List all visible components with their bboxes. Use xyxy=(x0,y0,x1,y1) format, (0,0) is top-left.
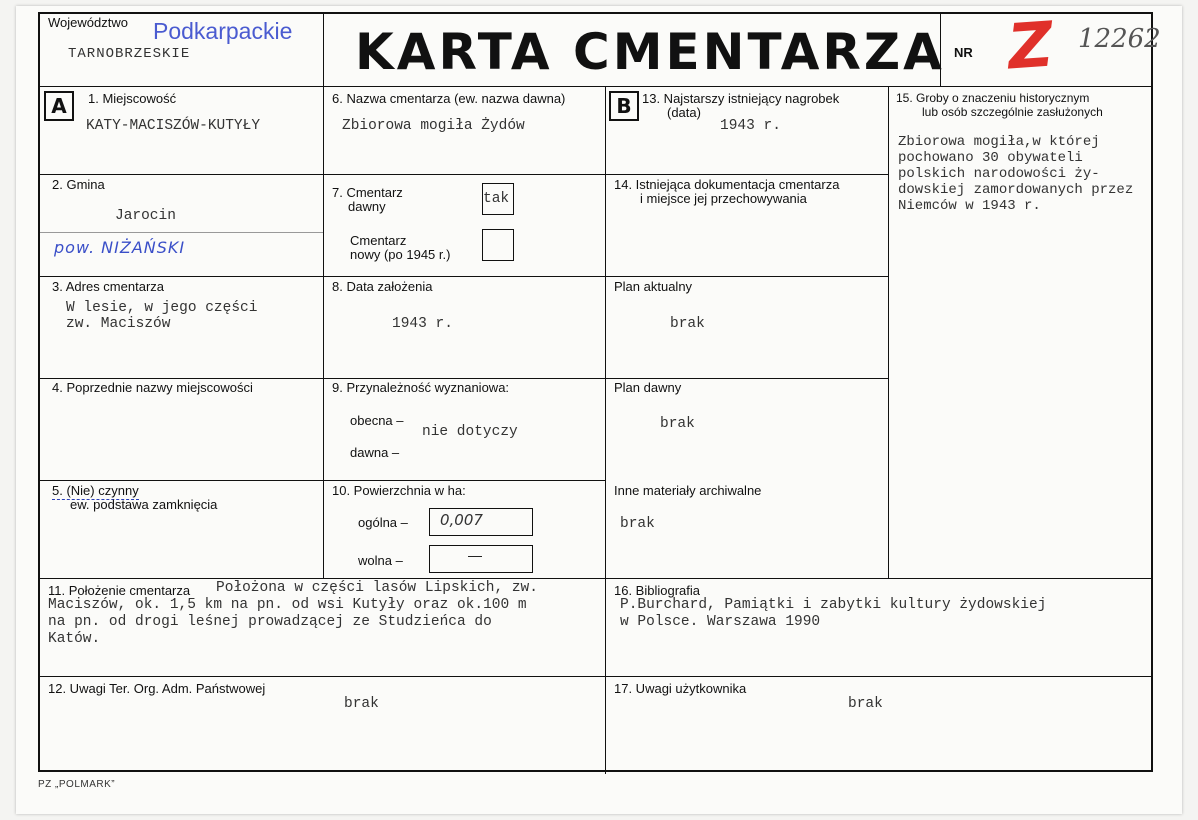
field-15-value-line-5: Niemców w 1943 r. xyxy=(898,198,1041,214)
wojewodztwo-label: Województwo xyxy=(48,15,128,30)
section-b-badge: B xyxy=(609,91,639,121)
field-7-label-new-2: nowy (po 1945 r.) xyxy=(350,247,451,262)
field-13-value: 1943 r. xyxy=(720,118,781,134)
field-5-label-1-text: 5. (Nie) czynny xyxy=(52,483,139,498)
row-line-bottom xyxy=(40,676,1151,677)
plan-current-value: brak xyxy=(670,316,705,332)
row-line-b1 xyxy=(605,174,888,175)
plan-old-label: Plan dawny xyxy=(614,380,682,395)
nr-letter: Z xyxy=(1005,7,1056,84)
field-16-label: 16. Bibliografia xyxy=(614,583,700,598)
col-divider-3 xyxy=(888,86,889,578)
row-line-a2 xyxy=(40,276,888,277)
field-11-label: 11. Położenie cmentarza xyxy=(48,583,191,598)
field-15-value-line-3: polskich narodowości ży- xyxy=(898,166,1100,182)
section-a-badge: A xyxy=(44,91,74,121)
field-11-value-line-4: Katów. xyxy=(48,631,101,647)
col-divider-1 xyxy=(323,86,324,578)
field-7-old-value: tak xyxy=(483,191,510,207)
field-10-free-value: — xyxy=(468,547,482,563)
field-10-label: 10. Powierzchnia w ha: xyxy=(332,483,466,498)
printer-footer: PZ „POLMARK” xyxy=(38,779,116,790)
nr-label: NR xyxy=(954,45,973,60)
field-4-label: 4. Poprzednie nazwy miejscowości xyxy=(52,380,253,395)
field-10-total-label: ogólna – xyxy=(358,515,408,530)
field-8-label: 8. Data założenia xyxy=(332,279,433,294)
gmina-underline xyxy=(40,232,323,233)
row-line-a3 xyxy=(40,378,888,379)
nr-number: 12262 xyxy=(1078,24,1161,54)
header-col-1 xyxy=(323,14,324,86)
field-13-label-1: 13. Najstarszy istniejący nagrobek xyxy=(642,91,840,106)
field-17-value: brak xyxy=(848,696,883,712)
plan-current-label: Plan aktualny xyxy=(614,279,693,294)
field-9-value: nie dotyczy xyxy=(422,424,518,440)
field-3-label: 3. Adres cmentarza xyxy=(52,279,164,294)
field-11-value-line-2: Maciszów, ok. 1,5 km na pn. od wsi Kutyły oraz ok.100 m xyxy=(48,597,527,613)
field-13-label-2: (data) xyxy=(667,105,701,120)
field-3-value-line-2: zw. Maciszów xyxy=(66,316,171,332)
field-7-label-old-2: dawny xyxy=(348,199,386,214)
field-7-label-old-1: 7. Cmentarz xyxy=(332,185,403,200)
field-10-total-value: 0,007 xyxy=(440,511,483,529)
field-14-label-1: 14. Istniejąca dokumentacja cmentarza xyxy=(614,177,840,192)
field-17-label: 17. Uwagi użytkownika xyxy=(614,681,747,696)
field-15-value-line-1: Zbiorowa mogiła,w której xyxy=(898,134,1100,150)
other-materials-label: Inne materiały archiwalne xyxy=(614,483,762,498)
field-5-label-1 xyxy=(52,484,139,498)
field-12-label: 12. Uwagi Ter. Org. Adm. Państwowej xyxy=(48,681,266,696)
field-15-value-line-4: dowskiej zamordowanych przez xyxy=(898,182,1134,198)
row-line-main xyxy=(40,578,1151,579)
field-2-handwritten: pow. NIŻAŃSKI xyxy=(54,238,186,257)
field-2-label: 2. Gmina xyxy=(52,177,105,192)
field-10-free-label: wolna – xyxy=(358,553,403,568)
field-16-value-line-1: P.Burchard, Pamiątki i zabytki kultury żydowskiej xyxy=(620,597,1047,613)
field-1-label: 1. Miejscowość xyxy=(88,91,177,106)
field-3-value-line-1: W lesie, w jego części xyxy=(66,300,258,316)
field-6-value: Zbiorowa mogiła Żydów xyxy=(342,118,525,134)
cemetery-new-checkbox[interactable] xyxy=(482,229,514,261)
col-divider-2 xyxy=(605,86,606,774)
field-9-former-label: dawna – xyxy=(350,445,400,460)
field-1-value: KATY-MACISZÓW-KUTYŁY xyxy=(86,118,261,134)
wojewodztwo-stamp: Podkarpackie xyxy=(153,18,293,44)
field-5-label-2: ew. podstawa zamknięcia xyxy=(70,497,218,512)
field-9-current-label: obecna – xyxy=(350,413,404,428)
header-divider xyxy=(40,86,1151,87)
page-title: KARTA CMENTARZA xyxy=(355,23,945,81)
field-11-value-line-1: Położona w części lasów Lipskich, zw. xyxy=(216,580,538,596)
field-11-value-line-3: na pn. od drogi leśnej prowadzącej ze Studzieńca do xyxy=(48,614,492,630)
field-7-label-new-1: Cmentarz xyxy=(350,233,407,248)
field-8-value: 1943 r. xyxy=(392,316,453,332)
field-2-value: Jarocin xyxy=(115,208,176,224)
row-line-a1 xyxy=(40,174,605,175)
plan-old-value: brak xyxy=(660,416,695,432)
field-15-label-1: 15. Groby o znaczeniu historycznym xyxy=(896,91,1090,105)
field-12-value: brak xyxy=(344,696,379,712)
row-line-a4 xyxy=(40,480,605,481)
field-6-label: 6. Nazwa cmentarza (ew. nazwa dawna) xyxy=(332,91,566,106)
other-materials-value: brak xyxy=(620,516,655,532)
field-14-label-2: i miejsce jej przechowywania xyxy=(640,191,807,206)
field-15-label-2: lub osób szczególnie zasłużonych xyxy=(922,105,1103,119)
field-16-value-line-2: w Polsce. Warszawa 1990 xyxy=(620,614,821,630)
field-9-label: 9. Przynależność wyznaniowa: xyxy=(332,380,510,395)
field-15-value-line-2: pochowano 30 obywateli xyxy=(898,150,1083,166)
wojewodztwo-typed: TARNOBRZESKIE xyxy=(68,46,191,62)
